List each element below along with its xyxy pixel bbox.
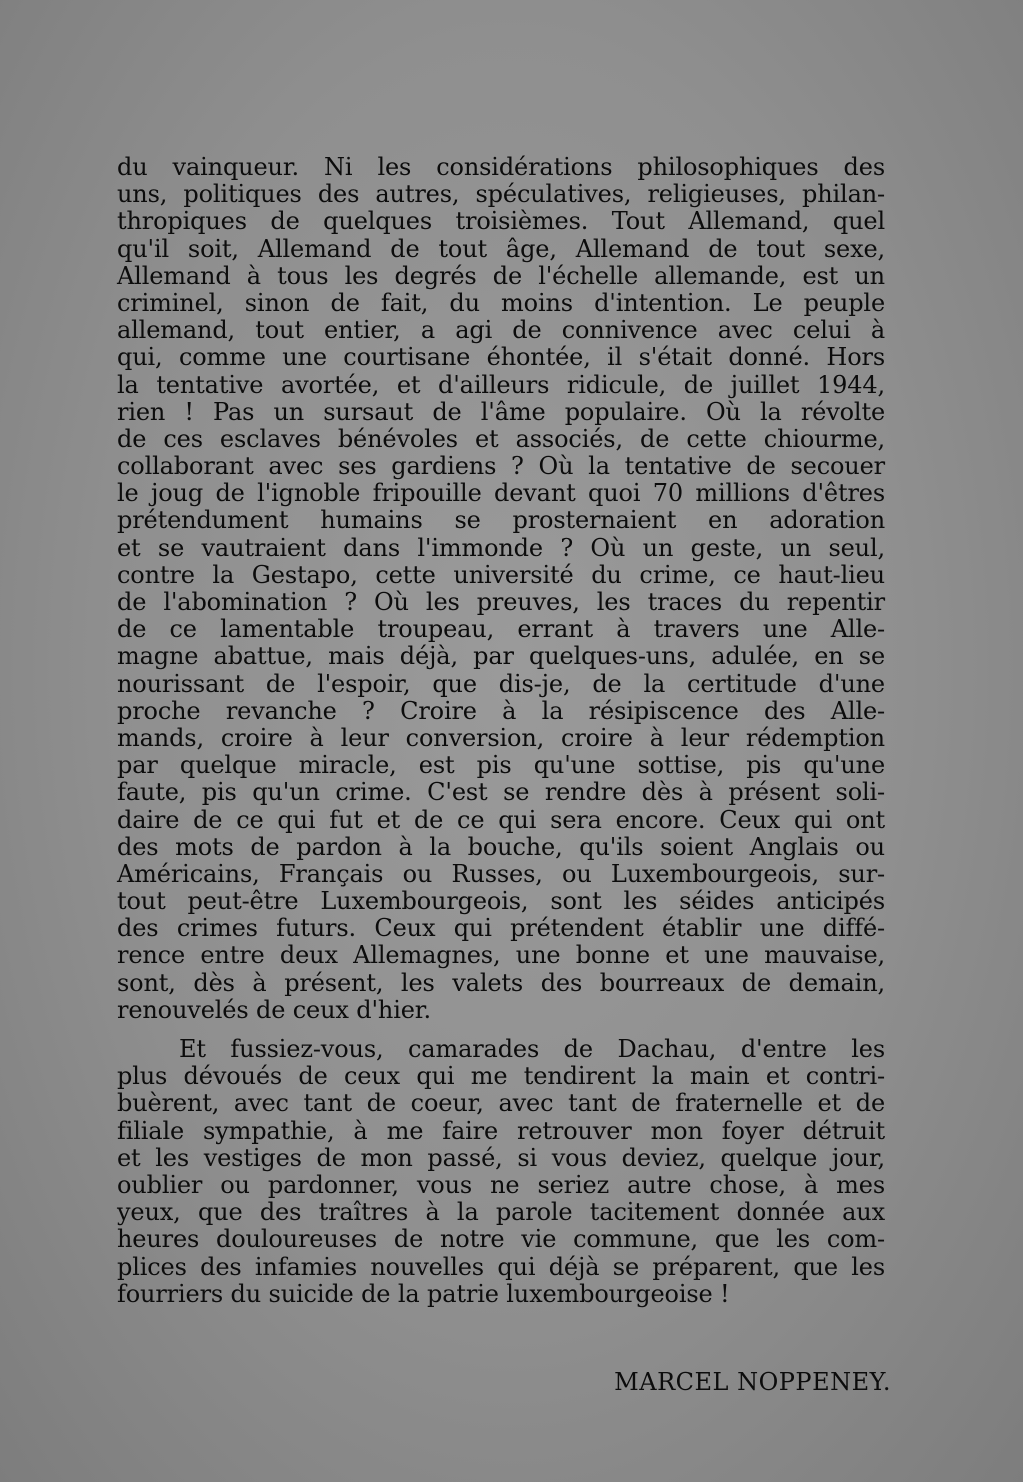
text-line: sont, dès à présent, les valets des bourreaux de demain, bbox=[117, 968, 885, 997]
text-line: Allemand à tous les degrés de l'échelle allemande, est un bbox=[117, 261, 885, 290]
body-text bbox=[117, 154, 885, 1308]
text-line: yeux, que des traîtres à la parole tacitement donnée aux bbox=[117, 1198, 885, 1227]
text-line: plus dévoués de ceux qui me tendirent la main et contri- bbox=[117, 1062, 885, 1091]
text-line: tout peut-être Luxembourgeois, sont les séides anticipés bbox=[117, 887, 885, 916]
text-line: proche revanche ? Croire à la résipiscence des Alle- bbox=[117, 696, 885, 725]
text-line: Américains, Français ou Russes, ou Luxembourgeois, sur- bbox=[117, 859, 885, 888]
text-line: allemand, tout entier, a agi de connivence avec celui à bbox=[117, 316, 885, 345]
text-line: nourissant de l'espoir, que dis-je, de la certitude d'une bbox=[117, 669, 885, 698]
text-line: prétendument humains se prosternaient en adoration bbox=[117, 506, 885, 535]
text-line: de l'abomination ? Où les preuves, les traces du repentir bbox=[117, 588, 885, 616]
text-line: qu'il soit, Allemand de tout âge, Allemand de tout sexe, bbox=[117, 234, 885, 263]
text-line: buèrent, avec tant de coeur, avec tant de fraternelle et de bbox=[117, 1089, 885, 1118]
text-line: uns, politiques des autres, spéculatives, religieuses, philan- bbox=[117, 180, 885, 209]
text-line: heures douloureuses de notre vie commune, que les com- bbox=[117, 1225, 885, 1254]
text-line: mands, croire à leur conversion, croire à leur rédemption bbox=[117, 723, 885, 752]
text-line: et se vautraient dans l'immonde ? Où un geste, un seul, bbox=[117, 533, 885, 562]
text-line: collaborant avec ses gardiens ? Où la tentative de secouer bbox=[117, 452, 885, 481]
text-line: plices des infamies nouvelles qui déjà se préparent, que les bbox=[117, 1252, 885, 1281]
paragraph bbox=[117, 154, 885, 1024]
text-line: par quelque miracle, est pis qu'une sottise, pis qu'une bbox=[117, 751, 885, 780]
text-line: Et fussiez-vous, camarades de Dachau, d'entre les bbox=[179, 1035, 885, 1063]
text-line: de ce lamentable troupeau, errant à travers une Alle- bbox=[117, 615, 885, 644]
text-line: la tentative avortée, et d'ailleurs ridicule, de juillet 1944, bbox=[117, 370, 885, 399]
text-line: thropiques de quelques troisièmes. Tout Allemand, quel bbox=[117, 207, 885, 236]
text-line: contre la Gestapo, cette université du crime, ce haut-lieu bbox=[117, 560, 885, 589]
author-signature: MARCEL NOPPENEY. bbox=[614, 1368, 891, 1396]
text-line: des mots de pardon à la bouche, qu'ils soient Anglais ou bbox=[117, 832, 885, 861]
text-line: des crimes futurs. Ceux qui prétendent établir une diffé- bbox=[117, 914, 885, 943]
text-line: qui, comme une courtisane éhontée, il s'était donné. Hors bbox=[117, 343, 885, 372]
text-line: rence entre deux Allemagnes, une bonne et une mauvaise, bbox=[117, 941, 885, 970]
paragraph bbox=[117, 1036, 885, 1308]
text-line: faute, pis qu'un crime. C'est se rendre dès à présent soli- bbox=[117, 778, 885, 807]
text-line: magne abattue, mais déjà, par quelques-uns, adulée, en se bbox=[117, 642, 885, 671]
text-line: le joug de l'ignoble fripouille devant quoi 70 millions d'êtres bbox=[117, 479, 885, 508]
text-line: rien ! Pas un sursaut de l'âme populaire. Où la révolte bbox=[117, 397, 885, 426]
text-line: de ces esclaves bénévoles et associés, de cette chiourme, bbox=[117, 424, 885, 453]
text-line: daire de ce qui fut et de ce qui sera encore. Ceux qui ont bbox=[117, 805, 885, 834]
text-line: filiale sympathie, à me faire retrouver mon foyer détruit bbox=[117, 1116, 885, 1145]
text-line: fourriers du suicide de la patrie luxembourgeoise ! bbox=[117, 1279, 730, 1308]
text-line: oublier ou pardonner, vous ne seriez autre chose, à mes bbox=[117, 1170, 885, 1199]
text-line: renouvelés de ceux d'hier. bbox=[117, 995, 431, 1024]
text-line: criminel, sinon de fait, du moins d'intention. Le peuple bbox=[117, 288, 885, 317]
text-line: et les vestiges de mon passé, si vous deviez, quelque jour, bbox=[117, 1143, 885, 1172]
text-line: du vainqueur. Ni les considérations philosophiques des bbox=[117, 153, 885, 181]
